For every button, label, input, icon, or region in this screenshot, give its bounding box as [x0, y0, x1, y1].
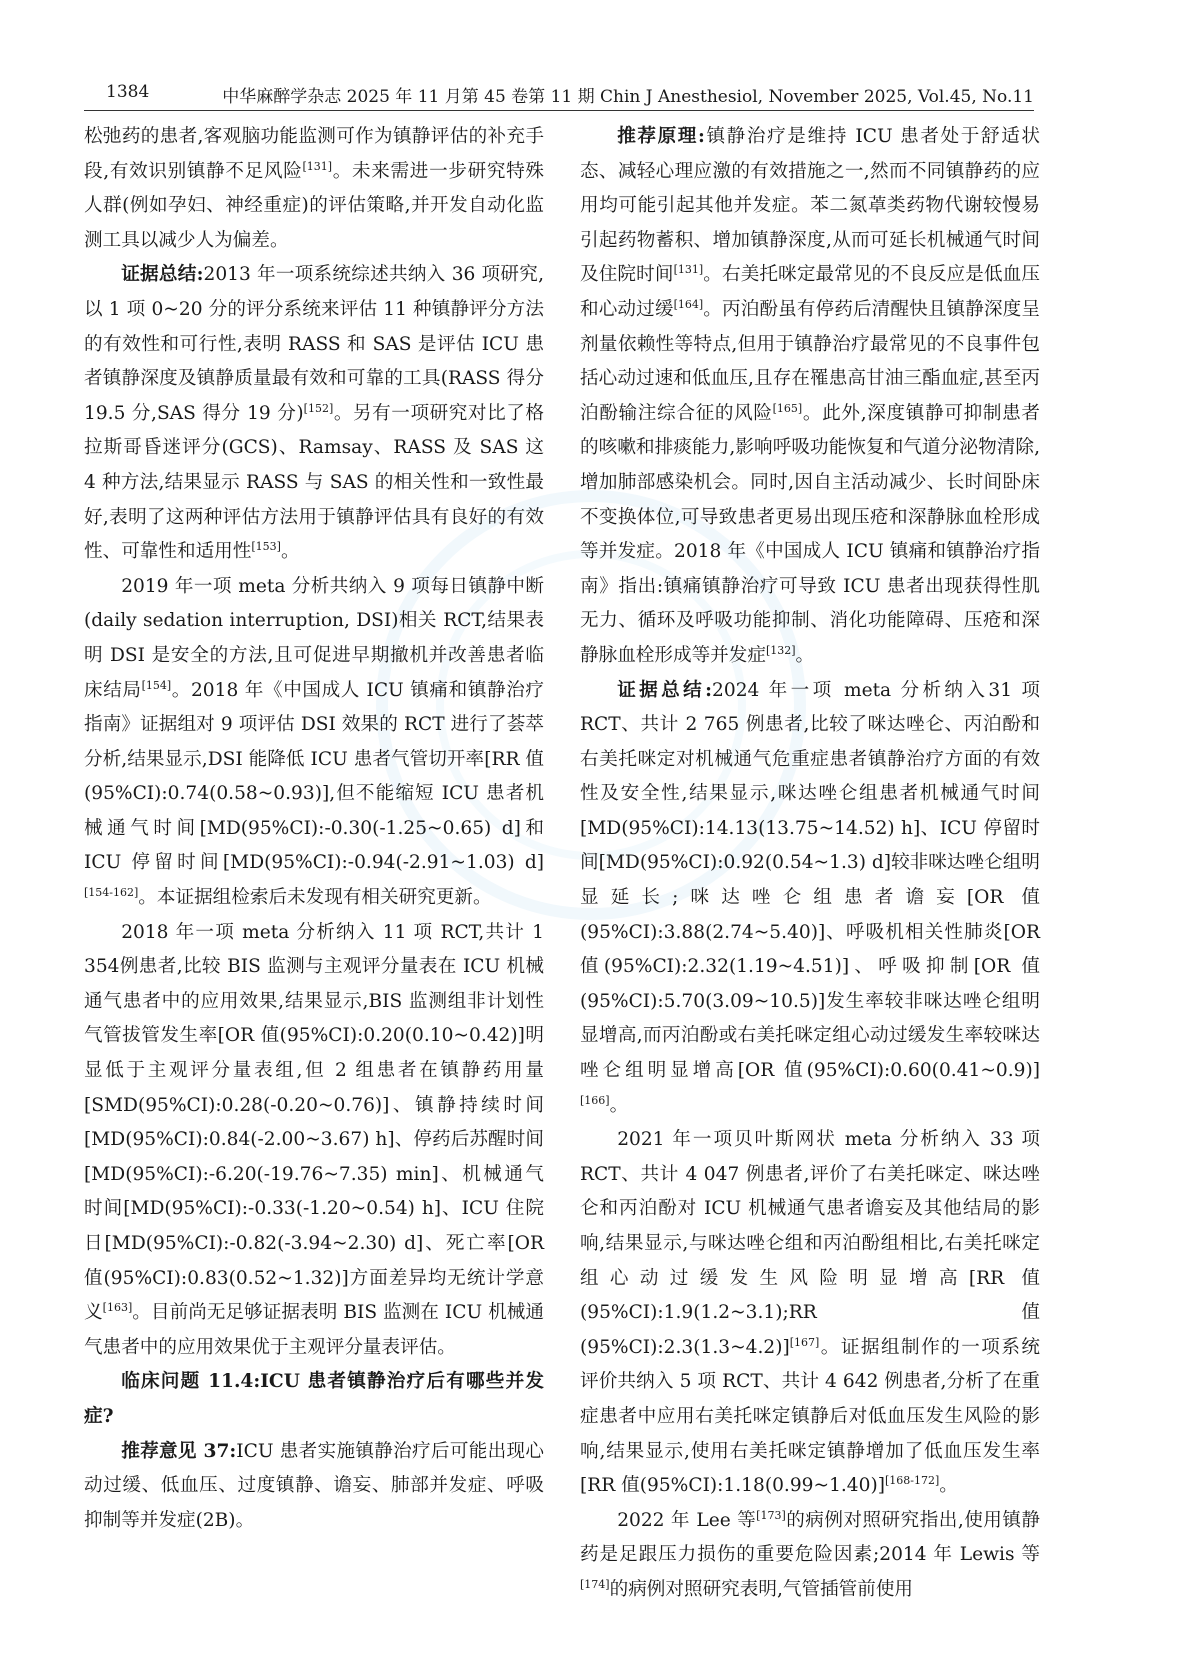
paragraph: 证据总结:2024 年一项 meta 分析纳入31 项 RCT、共计 2 765 例患者,比较了咪达唑仑、丙泊酚和右美托咪定对机械通气危重症患者镇静治疗方面的有效性及安全性,结果显示,咪达唑仑组患者机械通气时间[MD(95%CI):14.13(13.75~14.52) h]、ICU 停留时间[MD(95%CI):0.92(0.54~1.3) d]较非咪达唑仑组明显延长;咪达唑仑组患者谵妄[OR 值(95%CI):3.88(2.74~5.40)]、呼吸机相关性肺炎[OR 值(95%CI):2.32(1.19~4.51)]、呼吸抑制[OR 值(95%CI):5.70(3.09~10.5)]发生率较非咪达唑仑组明显增高,而丙泊酚或右美托咪定组心动过缓发生率较咪达唑仑组明显增高[OR 值(95%CI):0.60(0.41~0.9)][166]。	[580, 679, 1040, 1116]
paragraph: 推荐原理:镇静治疗是维持 ICU 患者处于舒适状态、减轻心理应激的有效措施之一,然而不同镇静药的应用均可能引起其他并发症。苯二氮䓬类药物代谢较慢易引起药物蓄积、增加镇静深度,从而可延长机械通气时间及住院时间[131]。右美托咪定最常见的不良反应是低血压和心动过缓[164]。丙泊酚虽有停药后清醒快且镇静深度呈剂量依赖性等特点,但用于镇静治疗最常见的不良事件包括心动过速和低血压,且存在罹患高甘油三酯血症,甚至丙泊酚输注综合征的风险[165]。此外,深度镇静可抑制患者的咳嗽和排痰能力,影响呼吸功能恢复和气道分泌物清除,增加肺部感染机会。同时,因自主活动减少、长时间卧床不变换体位,可导致患者更易出现压疮和深静脉血栓形成等并发症。2018 年《中国成人 ICU 镇痛和镇静治疗指南》指出:镇痛镇静治疗可导致 ICU 患者出现获得性肌无力、循环及呼吸功能抑制、消化功能障碍、压疮和深静脉血栓形成等并发症[132]。	[580, 126, 1040, 666]
reference: [167]	[789, 1335, 820, 1349]
paragraph: 2022 年 Lee 等[173]的病例对照研究指出,使用镇静药是足跟压力损伤的重要危险因素;2014 年 Lewis 等[174]的病例对照研究表明,气管插管前使用	[580, 1508, 1040, 1600]
reference: [154-162]	[84, 886, 139, 900]
paragraph: 2019 年一项 meta 分析共纳入 9 项每日镇静中断(daily sedation interruption, DSI)相关 RCT,结果表明 DSI 是安全的方法,且可促进早期撤机并改善患者临床结局[154]。2018 年《中国成人 ICU 镇痛和镇静治疗指南》证据组对 9 项评估 DSI 效果的 RCT 进行了荟萃分析,结果显示,DSI 能降低 ICU 患者气管切开率[RR 值(95%CI):0.74(0.58~0.93)],但不能缩短 ICU 患者机械通气时间[MD(95%CI):-0.30(-1.25~0.65) d]和 ICU 停留时间[MD(95%CI):-0.94(-2.91~1.03) d][154-162]。本证据组检索后未发现有相关研究更新。	[84, 575, 544, 909]
paragraph: 2018 年一项 meta 分析纳入 11 项 RCT,共计 1 354例患者,比较 BIS 监测与主观评分量表在 ICU 机械通气患者中的应用效果,结果显示,BIS 监测组非计划性气管拔管发生率[OR 值(95%CI):0.20(0.10~0.42)]明显低于主观评分量表组,但 2 组患者在镇静药用量[SMD(95%CI):0.28(-0.20~0.76)]、镇静持续时间[MD(95%CI):0.84(-2.00~3.67) h]、停药后苏醒时间[MD(95%CI):-6.20(-19.76~7.35) min]、机械通气时间[MD(95%CI):-0.33(-1.20~0.54) h]、ICU 住院日[MD(95%CI):-0.82(-3.94~2.30) d]、死亡率[OR 值(95%CI):0.83(0.52~1.32)]方面差异均无统计学意义[163]。目前尚无足够证据表明 BIS 监测在 ICU 机械通气患者中的应用效果优于主观评分量表评估。	[84, 921, 544, 1358]
section-label: 推荐原理:	[617, 126, 705, 147]
reference: [165]	[772, 401, 803, 415]
reference: [163]	[102, 1301, 133, 1315]
reference: [166]	[580, 1093, 610, 1107]
reference: [173]	[756, 1508, 786, 1522]
reference: [174]	[580, 1577, 610, 1591]
paragraph: 松弛药的患者,客观脑功能监测可作为镇静评估的补充手段,有效识别镇静不足风险[131]。未来需进一步研究特殊人群(例如孕妇、神经重症)的评估策略,并开发自动化监测工具以减少人为偏差。	[84, 126, 544, 251]
reference: [164]	[673, 297, 704, 311]
reference: [152]	[303, 401, 334, 415]
reference: [131]	[302, 159, 333, 173]
section-label: 证据总结:	[121, 264, 204, 286]
section-label: 推荐意见 37:	[121, 1440, 237, 1462]
page-number: 1384	[106, 82, 150, 102]
reference: [153]	[251, 540, 281, 554]
section-label: 证据总结:	[617, 679, 713, 701]
reference: [154]	[141, 678, 172, 692]
clinical-question-heading: 临床问题 11.4:ICU 患者镇静治疗后有哪些并发症?	[84, 1371, 544, 1427]
paragraph: 证据总结:2013 年一项系统综述共纳入 36 项研究,以 1 项 0~20 分的评分系统来评估 11 种镇静评分方法的有效性和可行性,表明 RASS 和 SAS 是评估 ICU 患者镇静深度及镇静质量最有效和可靠的工具(RASS 得分 19.5 分,SAS 得分 19 分)[152]。另有一项研究对比了格拉斯哥昏迷评分(GCS)、Ramsay、RASS 及 SAS 这 4 种方法,结果显示 RASS 与 SAS 的相关性和一致性最好,表明了这两种评估方法用于镇静评估具有良好的有效性、可靠性和适用性[153]。	[84, 264, 544, 563]
reference: [131]	[673, 263, 704, 277]
reference: [132]	[765, 643, 796, 657]
reference: [168-172]	[884, 1474, 940, 1488]
right-column	[580, 120, 1040, 1608]
page-header	[84, 80, 1034, 111]
journal-citation: 中华麻醉学杂志 2025 年 11 月第 45 卷第 11 期 Chin J Anesthesiol, November 2025, Vol.45, No.11	[222, 87, 1034, 107]
paragraph: 2021 年一项贝叶斯网状 meta 分析纳入 33 项 RCT、共计 4 047 例患者,评价了右美托咪定、咪达唑仑和丙泊酚对 ICU 机械通气患者谵妄及其他结局的影响,结果显示,与咪达唑仑组和丙泊酚组相比,右美托咪定组心动过缓发生风险明显增高[RR 值(95%CI):1.9(1.2~3.1);RR 值(95%CI):2.3(1.3~4.2)][167]。证据组制作的一项系统评价共纳入 5 项 RCT、共计 4 642 例患者,分析了在重症患者中应用右美托咪定镇静后对低血压发生风险的影响,结果显示,使用右美托咪定镇静增加了低血压发生率[RR 值(95%CI):1.18(0.99~1.40)][168-172]。	[580, 1129, 1040, 1497]
paragraph: 推荐意见 37:ICU 患者实施镇静治疗后可能出现心动过缓、低血压、过度镇静、谵妄、肺部并发症、呼吸抑制等并发症(2B)。	[84, 1440, 544, 1531]
left-column	[84, 120, 544, 1538]
